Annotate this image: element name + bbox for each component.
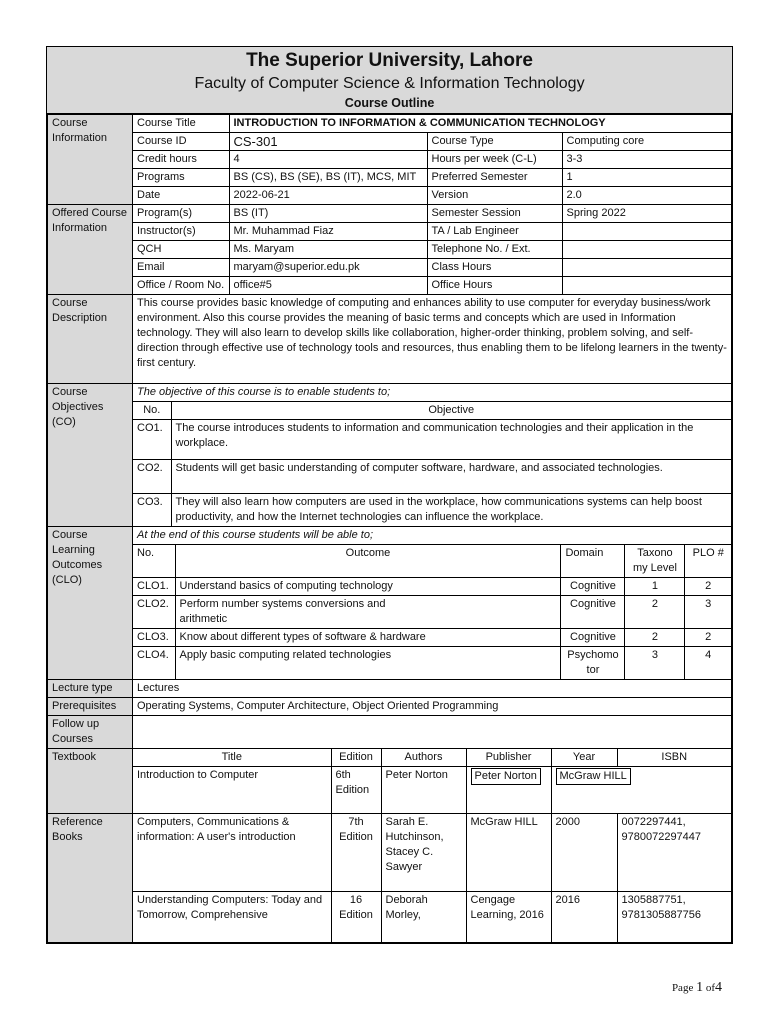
column-header: No. — [133, 402, 171, 420]
field-label: Date — [133, 187, 229, 205]
course-id-value: CS-301 — [229, 133, 427, 151]
book-year: McGraw HILL — [556, 768, 631, 785]
clo-domain: Psychomo tor — [561, 647, 625, 680]
email-value: maryam@superior.edu.pk — [229, 259, 427, 277]
clo-outcome: Apply basic computing related technologies — [175, 647, 561, 680]
followup-value — [133, 716, 732, 749]
column-header: Title — [133, 749, 331, 767]
field-label: Credit hours — [133, 151, 229, 169]
book-year: 2000 — [551, 814, 617, 892]
table-row — [133, 527, 731, 545]
section-label: Offered Course Information — [48, 205, 133, 295]
field-label: Hours per week (C-L) — [427, 151, 562, 169]
field-label: Telephone No. / Ext. — [427, 241, 562, 259]
section-label: Course Objectives (CO) — [48, 384, 133, 527]
page-footer — [672, 980, 722, 996]
clo-section — [48, 527, 732, 680]
table-row — [133, 545, 731, 578]
course-outline-document — [46, 46, 733, 944]
column-header: Authors — [381, 749, 466, 767]
field-label: Course Type — [427, 133, 562, 151]
course-info-section — [48, 115, 732, 205]
field-label: QCH — [133, 241, 229, 259]
column-header: Objective — [171, 402, 731, 420]
clo-domain: Cognitive — [561, 596, 625, 629]
book-title: Computers, Communications & information: A user's introduction — [133, 814, 331, 892]
field-value — [562, 241, 731, 259]
field-label: Course Title — [133, 115, 229, 133]
prerequisites-row — [48, 698, 732, 716]
column-header: Publisher — [466, 749, 551, 767]
document-title: Course Outline — [344, 96, 435, 110]
field-label: Programs — [133, 169, 229, 187]
document-header — [47, 47, 732, 114]
book-edition: 16 Edition — [331, 892, 381, 942]
field-value: Computing core — [562, 133, 731, 151]
field-label: Instructor(s) — [133, 223, 229, 241]
clo-level: 1 — [625, 578, 685, 596]
book-year: 2016 — [551, 892, 617, 942]
field-label: Office / Room No. — [133, 277, 229, 295]
followup-row — [48, 716, 732, 749]
field-label: Class Hours — [427, 259, 562, 277]
field-label: TA / Lab Engineer — [427, 223, 562, 241]
field-value: office#5 — [229, 277, 427, 295]
book-authors: Deborah Morley, — [381, 892, 466, 942]
field-value: 2022-06-21 — [229, 187, 427, 205]
book-publisher: Cengage Learning, 2016 — [466, 892, 551, 942]
objective-text: Students will get basic understanding of computer software, hardware, and associated technologies. — [171, 460, 731, 494]
column-header: Year — [551, 749, 617, 767]
book-publisher: Peter Norton — [471, 768, 541, 785]
field-value — [562, 223, 731, 241]
objectives-section — [48, 384, 732, 527]
field-label: Program(s) — [133, 205, 229, 223]
section-label: Course Description — [48, 295, 133, 384]
clo-plo: 3 — [685, 596, 731, 629]
table-row — [133, 578, 731, 596]
clo-plo: 2 — [685, 629, 731, 647]
column-header: ISBN — [617, 749, 731, 767]
table-row — [133, 629, 731, 647]
lecture-type-row — [48, 680, 732, 698]
objective-text: They will also learn how computers are used in the workplace, how communications systems can help boost productivity, and how the Internet technologies can influence the workplace. — [175, 496, 702, 523]
clo-number: CLO4. — [133, 647, 175, 680]
book-authors: Sarah E. Hutchinson, Stacey C. Sawyer — [381, 814, 466, 892]
lecture-type-value: Lectures — [133, 680, 732, 698]
book-edition: 7th Edition — [331, 814, 381, 892]
field-label: Semester Session — [427, 205, 562, 223]
objectives-intro: The objective of this course is to enable students to; — [133, 384, 731, 402]
table-row — [133, 596, 731, 629]
table-row — [133, 767, 731, 813]
university-name: The Superior University, Lahore — [246, 50, 533, 71]
field-label: Course ID — [133, 133, 229, 151]
course-title-value: INTRODUCTION TO INFORMATION & COMMUNICATION TECHNOLOGY — [229, 115, 731, 133]
offered-info-table — [133, 205, 731, 294]
clo-level: 3 — [625, 647, 685, 680]
field-value: Spring 2022 — [562, 205, 731, 223]
of-word: of — [705, 982, 715, 994]
field-value: BS (IT) — [229, 205, 427, 223]
clo-domain: Cognitive — [561, 578, 625, 596]
book-title: Introduction to Computer — [133, 767, 331, 813]
objective-number: CO1. — [133, 420, 171, 460]
clo-outcome: Perform number systems conversions and arithmetic — [175, 596, 561, 629]
field-value — [562, 277, 731, 295]
table-row — [133, 277, 731, 295]
book-authors: Peter Norton — [381, 767, 466, 813]
table-row — [133, 420, 731, 460]
page-total: 4 — [715, 980, 722, 995]
faculty-name: Faculty of Computer Science & Information Technology — [194, 75, 585, 92]
clo-plo: 4 — [705, 649, 712, 661]
field-label: Version — [427, 187, 562, 205]
table-row — [133, 241, 731, 259]
clo-number: CLO1. — [133, 578, 175, 596]
table-row — [133, 892, 731, 942]
clo-number: CLO3. — [133, 629, 175, 647]
objective-number: CO3. — [133, 494, 171, 527]
objectives-table — [133, 384, 731, 526]
clo-domain: Cognitive — [561, 629, 625, 647]
table-row — [133, 384, 731, 402]
table-row — [133, 749, 731, 767]
table-row — [133, 187, 731, 205]
section-label: Lecture type — [48, 680, 133, 698]
reference-section — [48, 813, 732, 942]
table-row — [133, 115, 731, 133]
page-word: Page — [671, 982, 694, 994]
textbook-section — [48, 749, 732, 814]
section-label: Reference Books — [48, 813, 133, 942]
clo-level: 2 — [625, 596, 685, 629]
page-number: 1 — [696, 980, 704, 995]
section-label: Prerequisites — [48, 698, 133, 716]
table-row — [133, 814, 731, 892]
table-row — [133, 494, 731, 527]
section-label: Course Information — [48, 115, 133, 205]
book-publisher: McGraw HILL — [466, 814, 551, 892]
column-header: Outcome — [175, 545, 561, 578]
course-info-table — [133, 115, 731, 204]
description-section — [48, 295, 732, 384]
clo-level: 2 — [625, 629, 685, 647]
prerequisites-value: Operating Systems, Computer Architecture, Object Oriented Programming — [133, 698, 732, 716]
column-header: Domain — [561, 545, 625, 578]
clo-table — [133, 527, 731, 679]
table-row — [133, 151, 731, 169]
section-label: Textbook — [48, 749, 133, 814]
column-header: No. — [133, 545, 175, 578]
table-row — [133, 259, 731, 277]
clo-number: CLO2. — [133, 596, 175, 629]
column-header: PLO # — [685, 545, 731, 578]
offered-info-section — [48, 205, 732, 295]
field-value: 4 — [229, 151, 427, 169]
field-value: Mr. Muhammad Fiaz — [229, 223, 427, 241]
book-title: Understanding Computers: Today and Tomorrow, Comprehensive — [133, 892, 331, 942]
clo-plo: 2 — [685, 578, 731, 596]
table-row — [133, 223, 731, 241]
table-row — [133, 460, 731, 494]
table-row — [133, 133, 731, 151]
field-value: BS (CS), BS (SE), BS (IT), MCS, MIT — [229, 169, 427, 187]
section-label: Course Learning Outcomes (CLO) — [48, 527, 133, 680]
column-header: Taxono my Level — [625, 545, 685, 578]
outline-table — [47, 114, 732, 943]
field-label: Email — [133, 259, 229, 277]
clo-outcome: Understand basics of computing technology — [175, 578, 561, 596]
table-row — [133, 402, 731, 420]
table-row — [133, 169, 731, 187]
table-row — [133, 205, 731, 223]
table-row — [133, 647, 731, 680]
objective-number: CO2. — [133, 460, 171, 494]
field-value: 2.0 — [566, 189, 582, 201]
field-label: Preferred Semester — [427, 169, 562, 187]
field-label: Office Hours — [427, 277, 562, 295]
reference-table — [133, 814, 731, 942]
section-label: Follow up Courses — [48, 716, 133, 749]
field-value: 1 — [562, 169, 731, 187]
course-description-text: This course provides basic knowledge of computing and enhances ability to use computer for everyday business/work environment. Also this course provides the meaning of basic terms and concepts which are used in Information technology. They will also learn to develop skills like collaboration, higher-order thinking, problem solving, and self-direction through effective use of technology tools and resources, thus enabling them to be lifelong learners in the twenty-first century. — [133, 295, 732, 384]
clo-intro: At the end of this course students will be able to; — [133, 527, 731, 545]
column-header: Edition — [331, 749, 381, 767]
book-isbn: 1305887751, 9781305887756 — [621, 894, 702, 921]
book-isbn: 0072297441, 9780072297447 — [617, 814, 731, 892]
field-value: Ms. Maryam — [229, 241, 427, 259]
field-value — [562, 259, 731, 277]
textbook-table — [133, 749, 731, 813]
objective-text: The course introduces students to information and communication technologies and their application in the workplace. — [171, 420, 731, 460]
field-value: 3-3 — [562, 151, 731, 169]
book-edition: 6th Edition — [331, 767, 381, 813]
clo-outcome: Know about different types of software & hardware — [175, 629, 561, 647]
